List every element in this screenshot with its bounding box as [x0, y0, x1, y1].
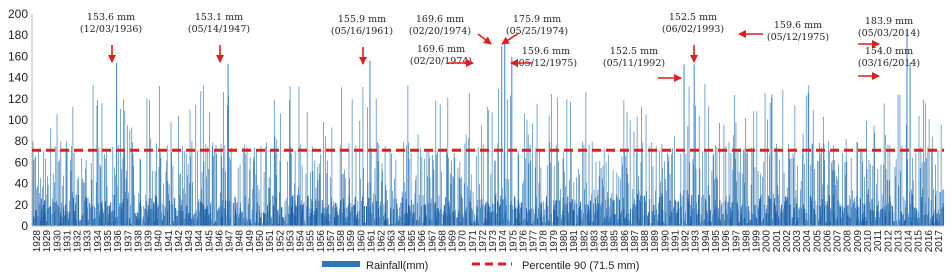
x-tick-label: 1957 [325, 230, 337, 253]
annotation-date: (05/11/1992) [602, 58, 666, 69]
peak-annotation [188, 12, 250, 62]
y-tick-label: 0 [21, 219, 28, 233]
annotation-date: (05/12/1975) [766, 32, 830, 43]
x-tick-label: 1963 [386, 230, 398, 253]
y-tick-label: 80 [14, 134, 28, 149]
x-tick-label: 1958 [336, 230, 348, 253]
peak-annotation [511, 46, 577, 69]
x-tick-label: 1985 [609, 230, 621, 253]
x-tick-label: 1941 [163, 230, 175, 253]
peak-annotation [410, 44, 473, 67]
x-tick-label: 1970 [457, 230, 469, 253]
x-tick-label: 2013 [893, 230, 905, 253]
y-tick-label: 120 [7, 91, 28, 106]
annotation-date: (02/20/1974) [408, 26, 472, 37]
annotation-date: (06/02/1993) [661, 24, 725, 35]
x-tick-label: 1988 [640, 230, 652, 253]
annotation-value: 183.9 mm [864, 16, 914, 27]
y-tick-label: 60 [14, 155, 28, 170]
x-tick-label: 1971 [467, 230, 479, 253]
annotation-date: (05/12/1975) [514, 58, 578, 69]
peak-annotation [409, 14, 491, 44]
x-tick-label: 1967 [427, 230, 439, 253]
peak-annotation [858, 46, 920, 76]
x-tick-label: 1984 [599, 230, 611, 253]
x-tick-label: 2003 [792, 230, 804, 253]
peak-annotation [858, 16, 920, 44]
x-tick-label: 1959 [346, 230, 358, 253]
x-tick-label: 2006 [822, 230, 834, 253]
annotation-value: 154.0 mm [864, 46, 914, 57]
annotation-value: 169.6 mm [416, 44, 466, 55]
x-tick-label: 2002 [781, 230, 793, 253]
x-tick-label: 1933 [82, 230, 94, 253]
x-tick-label: 1974 [498, 230, 510, 253]
x-tick-label: 1955 [305, 230, 317, 253]
x-tick-label: 1943 [184, 230, 196, 253]
legend [322, 260, 639, 272]
x-tick-label: 1935 [103, 230, 114, 253]
annotation-arrow [478, 34, 491, 44]
x-tick-label: 1950 [255, 230, 266, 253]
x-tick-label: 1991 [670, 230, 682, 253]
x-tick-label: 1940 [153, 230, 165, 253]
y-tick-label: 20 [14, 197, 28, 212]
peak-annotation [603, 46, 681, 78]
peak-annotation [662, 12, 724, 62]
x-tick-label: 1951 [265, 230, 277, 253]
x-tick-label: 2009 [852, 230, 864, 253]
y-tick-label: 200 [7, 7, 28, 21]
x-tick-label: 1981 [569, 230, 581, 253]
x-tick-label: 2008 [842, 230, 854, 253]
annotation-value: 152.5 mm [609, 46, 659, 57]
rainfall-bars [32, 31, 943, 226]
x-tick-label: 1990 [660, 230, 672, 253]
x-tick-label: 1961 [366, 230, 378, 253]
annotation-date: (03/16/2014) [857, 58, 921, 69]
x-tick-label: 1987 [629, 230, 641, 253]
annotation-value: 152.5 mm [668, 12, 718, 23]
annotation-date: (05/14/1947) [187, 24, 251, 35]
peak-annotation [331, 14, 393, 64]
x-tick-label: 1980 [559, 230, 570, 253]
y-tick-label: 100 [7, 113, 28, 127]
x-tick-label: 1978 [538, 230, 550, 253]
x-tick-label: 1998 [741, 230, 753, 253]
x-tick-label: 2014 [903, 230, 915, 253]
x-tick-label: 2005 [812, 230, 824, 253]
x-tick-label: 1944 [194, 230, 206, 253]
x-tick-label: 1986 [619, 230, 631, 253]
x-tick-label: 1947 [224, 230, 236, 253]
x-tick-label: 1929 [42, 230, 54, 253]
annotation-value: 153.1 mm [194, 12, 244, 23]
peak-annotation [80, 12, 142, 62]
x-tick-label: 1975 [508, 230, 520, 253]
x-tick-label: 1936 [113, 230, 125, 253]
x-tick-label: 1993 [690, 230, 702, 253]
x-tick-label: 2010 [863, 230, 874, 253]
annotation-value: 159.6 mm [773, 20, 823, 31]
x-tick-label: 1966 [417, 230, 429, 253]
x-tick-label: 2015 [913, 230, 925, 253]
x-tick-label: 1972 [477, 230, 489, 253]
x-tick-label: 1934 [92, 230, 104, 253]
x-tick-label: 1996 [721, 230, 733, 253]
x-tick-label: 1983 [589, 230, 601, 253]
x-tick-label: 1942 [173, 230, 185, 253]
x-tick-label: 1946 [214, 230, 226, 253]
annotation-value: 159.6 mm [521, 46, 571, 57]
x-tick-label: 1977 [528, 230, 540, 253]
x-tick-label: 2012 [883, 230, 895, 253]
y-tick-label: 180 [7, 28, 28, 43]
x-tick-label: 1965 [407, 230, 418, 253]
y-tick-label: 40 [14, 176, 28, 191]
x-tick-label: 1953 [285, 230, 297, 253]
annotation-date: (05/25/1974) [505, 26, 569, 37]
y-tick-label: 140 [7, 70, 28, 85]
x-tick-label: 1949 [244, 230, 256, 253]
x-tick-label: 1948 [234, 230, 246, 253]
x-tick-label: 1954 [295, 230, 307, 253]
x-tick-label: 1976 [518, 230, 530, 253]
x-tick-label: 1964 [396, 230, 408, 253]
x-tick-label: 2007 [832, 230, 844, 253]
x-tick-label: 2001 [771, 230, 783, 253]
x-tick-label: 1938 [133, 230, 145, 253]
x-tick-label: 1989 [650, 230, 662, 253]
x-tick-label: 1931 [62, 230, 74, 253]
x-tick-label: 1937 [123, 230, 135, 253]
x-tick-label: 1932 [72, 230, 84, 253]
x-tick-label: 1939 [143, 230, 155, 253]
legend-label-rainfall: Rainfall(mm) [366, 260, 429, 272]
x-tick-label: 2011 [873, 230, 885, 252]
y-tick-label: 160 [7, 49, 28, 64]
annotation-value: 169.6 mm [415, 14, 465, 25]
x-tick-label: 2004 [802, 230, 814, 253]
x-tick-label: 1999 [751, 230, 763, 253]
x-tick-label: 1952 [275, 230, 287, 253]
x-tick-label: 1969 [447, 230, 459, 253]
x-tick-label: 1992 [680, 230, 692, 253]
annotation-date: (02/20/1974) [409, 56, 473, 67]
annotation-value: 175.9 mm [512, 14, 562, 25]
x-tick-label: 2017 [933, 230, 945, 253]
annotation-date: (12/03/1936) [79, 24, 143, 35]
annotation-value: 153.6 mm [86, 12, 136, 23]
x-tick-label: 1997 [731, 230, 743, 253]
x-tick-label: 1982 [579, 230, 591, 253]
x-tick-label: 1930 [52, 230, 64, 253]
peak-annotation [502, 14, 568, 44]
x-tick-label: 1979 [548, 230, 560, 253]
peak-annotation [739, 20, 829, 43]
x-tick-label: 1956 [315, 230, 327, 253]
x-tick-label: 2016 [923, 230, 935, 253]
x-tick-label: 1945 [204, 230, 216, 253]
x-tick-label: 1994 [700, 230, 712, 253]
x-tick-label: 1968 [437, 230, 449, 253]
legend-swatch-rainfall [322, 261, 360, 267]
x-tick-label: 2000 [761, 230, 773, 253]
annotation-value: 155.9 mm [337, 14, 387, 25]
annotation-date: (05/16/1961) [330, 26, 394, 37]
x-tick-label: 1928 [32, 230, 44, 253]
x-tick-label: 1962 [376, 230, 388, 253]
x-tick-label: 1973 [488, 230, 500, 253]
annotation-date: (05/03/2014) [857, 28, 921, 39]
legend-label-percentile: Percentile 90 (71.5 mm) [522, 260, 640, 272]
x-tick-label: 1960 [356, 230, 368, 253]
x-tick-label: 1995 [711, 230, 722, 253]
